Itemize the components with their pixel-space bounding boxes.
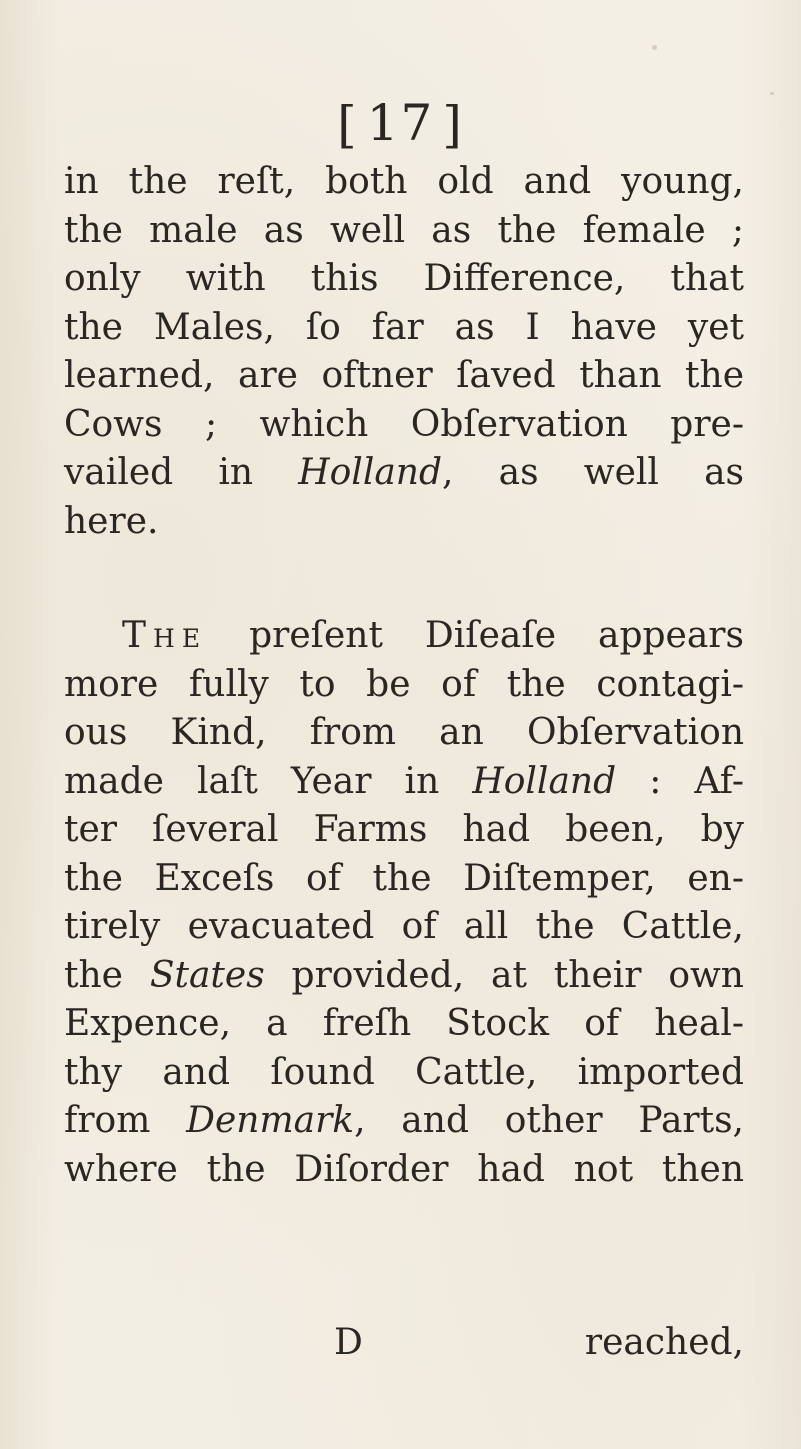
text-line: [64, 612, 744, 661]
text-line: [64, 952, 744, 1001]
italic-place-name: Holland: [472, 760, 617, 802]
text-line: ous Kind, from an Obſervation: [64, 712, 744, 753]
page-number-value: 17: [366, 94, 435, 152]
text-segment: the: [64, 954, 150, 996]
text-line: Cows ; which Obſervation pre-: [64, 403, 744, 445]
text-line: only with this Difference, that: [64, 258, 744, 299]
text-segment: preſent Diſeaſe appears: [207, 615, 744, 656]
text-segment: provided, at their own: [264, 954, 744, 996]
text-line: [64, 1097, 744, 1146]
text-line: here.: [64, 500, 159, 542]
text-line: the Males, ſo far as I have yet: [64, 306, 744, 348]
text-segment: , as well as: [442, 452, 745, 493]
text-line: more fully to be of the contagi-: [64, 663, 744, 705]
text-line: the male as well as the female ;: [64, 209, 744, 251]
text-line: in the reſt, both old and young,: [64, 161, 744, 202]
italic-place-name: Holland: [298, 452, 443, 493]
text-segment: made laſt Year in: [64, 760, 473, 802]
text-line: the Exceſs of the Diſtemper, en-: [64, 857, 744, 899]
page-number: [0, 94, 801, 154]
catchword: reached,: [584, 1322, 744, 1363]
italic-proper-noun: States: [149, 954, 265, 996]
text-line: tirely evacuated of all the Cattle,: [64, 906, 744, 947]
signature-mark: D: [334, 1322, 363, 1363]
page-number-open-bracket: [: [337, 96, 359, 154]
text-line: learned, are oftner ſaved than the: [64, 355, 744, 396]
page-number-close-bracket: ]: [442, 96, 464, 154]
text-line: Expence, a freſh Stock of heal-: [64, 1003, 744, 1044]
text-line: thy and ſound Cattle, imported: [64, 1051, 744, 1093]
text-line: [64, 758, 744, 807]
text-line: ter ſeveral Farms had been, by: [64, 809, 744, 850]
catchline: [64, 1319, 744, 1368]
text-line: where the Diſorder had not then: [64, 1148, 744, 1190]
text-segment: from: [64, 1100, 187, 1141]
text-segment: vailed in: [64, 452, 299, 493]
text-segment: , and other Parts,: [354, 1100, 744, 1141]
paragraph-1: [64, 158, 744, 546]
paper-speck: [770, 92, 774, 95]
italic-place-name: Denmark: [186, 1100, 355, 1141]
paragraph-lead-word: The: [122, 615, 208, 656]
paper-speck: [652, 45, 657, 50]
paragraph-2: [64, 612, 744, 1194]
text-line: [64, 449, 744, 498]
text-segment: : Af-: [616, 760, 744, 802]
